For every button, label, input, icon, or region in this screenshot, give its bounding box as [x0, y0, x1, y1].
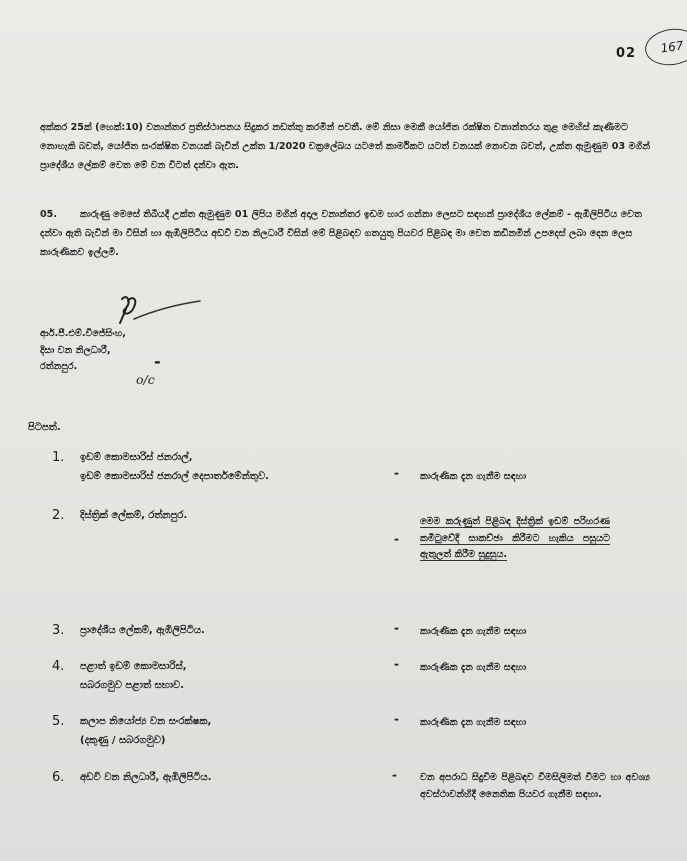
recipient-number: 4.	[52, 659, 65, 674]
dash: -	[394, 466, 399, 480]
signatory-title: දිසා වන නිලධාරී,	[40, 344, 111, 356]
paragraph-text: කාරුණු මෙසේ තිබියදී උක්ත ඇමුණුම 01 ලිපිය මගින් අදාල වනාන්තර ඉඩම භාර ගන්නා ලෙසට සඳහන් ප්‍රාදේශීය ලේකම් - ඇඹිලිපිටිය වෙත දන්වා ඇති බැවින් මා විසින් හා ඇඹිලිපිටිය අඩවි වන නිලධාරී විසින් මේ පිළිබඳව ගතයුතු පියවර පිළිබඳ මා වෙත කඩිනමින් උපදෙස් ලබා දෙන ලෙස කාරුණිකව ඉල්ලමි.	[40, 209, 642, 259]
recipient-number: 6.	[52, 770, 65, 785]
dash: -	[392, 768, 397, 782]
recipient-purpose: මෙම කරුණුත් පිළිබඳ දිස්ත්‍රික් ඉඩම් පරිහරණ කමිටුවේදී සාකච්ඡා කිරීමට හැකිය පසුයට ඇතුලත් කිරීම සුදුසුය.	[420, 516, 610, 560]
oc-note: o/c	[136, 372, 155, 387]
recipient-number: 5.	[52, 714, 65, 729]
dash: -	[394, 712, 399, 726]
recipient-name: කලාප නියෝජ්‍ය වන සංරක්ෂක,	[80, 716, 212, 727]
signatory-location: රත්නපුර.	[40, 361, 78, 372]
paragraph-4: අක්කර 25ක් (හෙක්:10) වනාන්තර ප්‍රතිස්ථාපනය සිදුකර නඩත්තු කරමින් පවතී. මේ නිසා මෙකී යෝජිත රක්ෂිත වනාන්තරය තුළ මෙහිස් කැණීමට නොහැකි බවත්, යෝජිත සංරක්ෂිත වනයක් බැවින් උක්ත 1/2020 චක්‍රලේඛය යටතේ කාර්මිකට යටත් වනයක් නොවන බවත්, උක්ත ඇමුණුම 03 මගින් ප්‍රාදේශීය ලේකම් වෙත මේ වන විටත් දන්වා ඇත.	[40, 122, 651, 172]
recipient-number: 1.	[52, 450, 65, 465]
recipient-name: දිස්ත්‍රික් ලේකම්, රත්නපුර.	[80, 510, 188, 521]
recipient-office: ඉඩම් කොමසාරිස් ජනරාල් දෙපාර්තමේන්තුව.	[80, 471, 269, 482]
dash: -	[394, 532, 399, 546]
recipient-purpose: වන අපරාධ සිදුවීම පිළිබඳව විමසිලිමත් වීමට හා අවශ්‍ය අවස්ථාවන්හිදී නෛතික පියවර ගැනීම සඳහා.	[420, 772, 650, 800]
page-number: 02	[616, 46, 637, 61]
recipient-purpose: කාරුණික දැන ගැනීම සඳහා	[420, 471, 527, 482]
recipient-purpose: කාරුණික දැන ගැනීම සඳහා	[420, 717, 527, 728]
paragraph-number: 05.	[40, 209, 57, 220]
recipient-purpose: කාරුණික දැන ගැනීම සඳහා	[420, 662, 527, 673]
recipient-office: (දකුණු / සබරගමුව)	[80, 735, 166, 746]
copies-label: පිටපත්.	[28, 422, 61, 433]
recipient-name: ප්‍රාදේශීය ලේකම්, ඇඹිලිපිටිය.	[80, 625, 205, 636]
pen-mark: -	[154, 352, 161, 371]
dash: -	[394, 621, 399, 635]
signatory-name: ආර්.පී.එම්.විජේසිංහ,	[40, 328, 126, 339]
folio-stamp: 167	[643, 25, 687, 68]
recipient-name: පළාත් ඉඩම් කොමසාරිස්,	[80, 661, 187, 672]
recipient-name: ඉඩම් කොමසාරිස් ජනරාල්,	[80, 452, 193, 463]
recipient-office: සබරගමුව පළාත් සභාව.	[80, 680, 185, 691]
dash: -	[394, 657, 399, 671]
signature-block	[40, 326, 126, 376]
recipient-number: 3.	[52, 623, 65, 638]
recipient-purpose: කාරුණික දැන ගැනීම සඳහා	[420, 626, 527, 637]
recipient-number: 2.	[52, 508, 65, 523]
paragraph-5	[40, 205, 665, 263]
recipient-name: අඩවි වන නිලධාරී, ඇඹිලිපිටිය.	[80, 772, 212, 783]
